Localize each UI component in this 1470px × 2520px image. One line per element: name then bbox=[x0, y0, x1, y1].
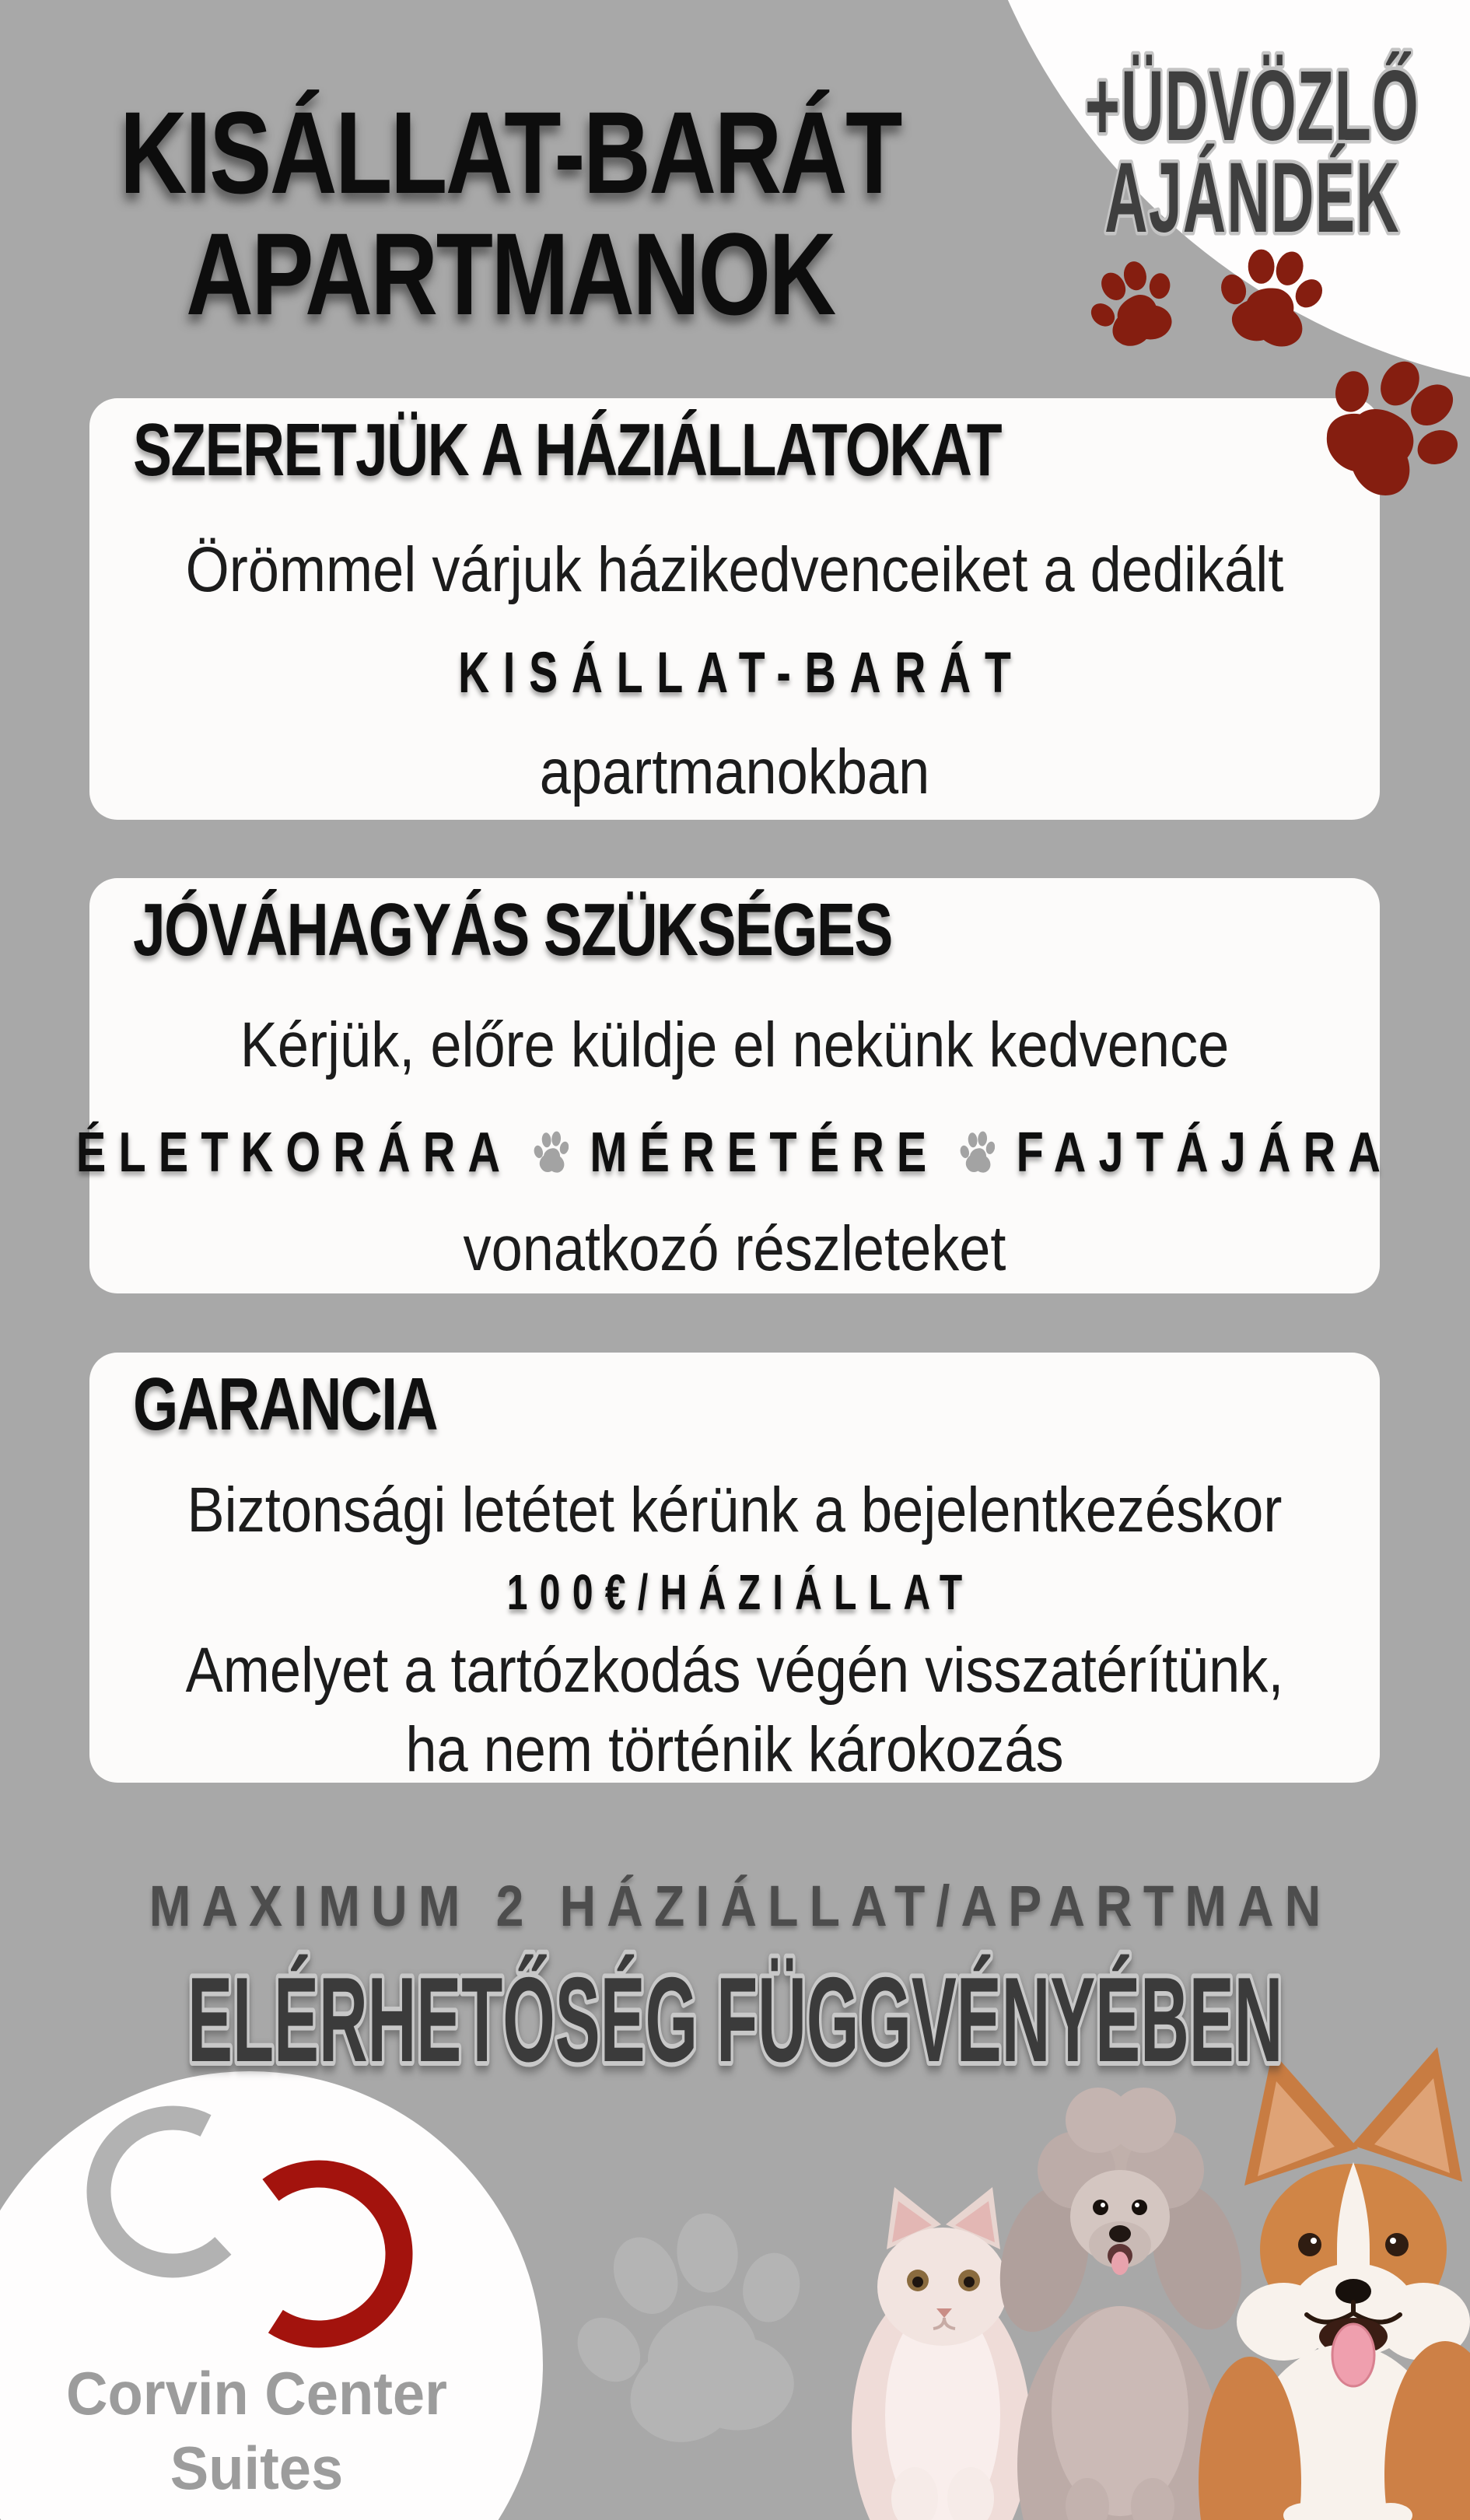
badge-line-2: AJÁNDÉK bbox=[1104, 142, 1400, 254]
logo-name-line-2: Suites bbox=[170, 2434, 344, 2502]
paw-watermark-icon bbox=[552, 2192, 835, 2475]
info-card-pets-welcome bbox=[89, 398, 1380, 820]
card-text: Biztonsági letétet kérünk a bejelentkezéskor bbox=[187, 1474, 1283, 1545]
title-line-1: KISÁLLAT-BARÁT bbox=[119, 87, 901, 218]
welcome-gift-badge bbox=[972, 23, 1470, 257]
availability-text: ELÉRHETŐSÉG FÜGGVÉNYÉBEN bbox=[187, 1951, 1283, 2088]
card-highlight: 100€/HÁZIÁLLAT bbox=[506, 1563, 975, 1620]
cat-illustration bbox=[852, 2187, 1031, 2520]
card-highlight: KISÁLLAT-BARÁT bbox=[458, 639, 1025, 705]
keyword-breed: FAJTÁJÁRA bbox=[1016, 1121, 1394, 1184]
paw-icon bbox=[1212, 240, 1329, 357]
card-heading: GARANCIA bbox=[133, 1363, 438, 1446]
card-text: Örömmel várjuk házikedvenceiket a dedikált bbox=[185, 534, 1284, 605]
page-title bbox=[102, 87, 919, 339]
info-card-approval bbox=[75, 878, 1394, 1293]
paw-divider-icon bbox=[961, 1131, 996, 1174]
info-card-guarantee bbox=[89, 1353, 1380, 1783]
card-text: Kérjük, előre küldje el nekünk kedvence bbox=[240, 1009, 1230, 1080]
max-pets-note: MAXIMUM 2 HÁZIÁLLAT/APARTMAN bbox=[149, 1874, 1332, 1938]
paw-divider-icon bbox=[534, 1131, 569, 1174]
keyword-age: ÉLETKORÁRA bbox=[75, 1121, 513, 1184]
logo-c-red bbox=[236, 2171, 401, 2336]
logo-c-gray bbox=[89, 2109, 257, 2276]
logo-name-line-1: Corvin Center bbox=[66, 2359, 447, 2427]
card-text: Amelyet a tartózkodás végén visszatérítünk, bbox=[185, 1634, 1284, 1706]
availability-note bbox=[0, 1952, 1470, 2100]
keyword-size: MÉRETÉRE bbox=[590, 1121, 940, 1184]
paw-icon bbox=[1079, 251, 1188, 361]
corvin-logo-icon bbox=[78, 2096, 412, 2353]
card-keywords-row bbox=[75, 1121, 1394, 1185]
card-heading: JÓVÁHAGYÁS SZÜKSÉGES bbox=[133, 888, 892, 971]
card-text: vonatkozó részleteket bbox=[463, 1213, 1006, 1284]
badge-line-1: +ÜDVÖZLŐ bbox=[1085, 50, 1419, 162]
title-line-2: APARTMANOK bbox=[186, 208, 835, 339]
card-text: apartmanokban bbox=[539, 736, 930, 807]
card-heading: SZERETJÜK A HÁZIÁLLATOKAT bbox=[133, 408, 1002, 492]
card-text: ha nem történik károkozás bbox=[405, 1713, 1064, 1785]
